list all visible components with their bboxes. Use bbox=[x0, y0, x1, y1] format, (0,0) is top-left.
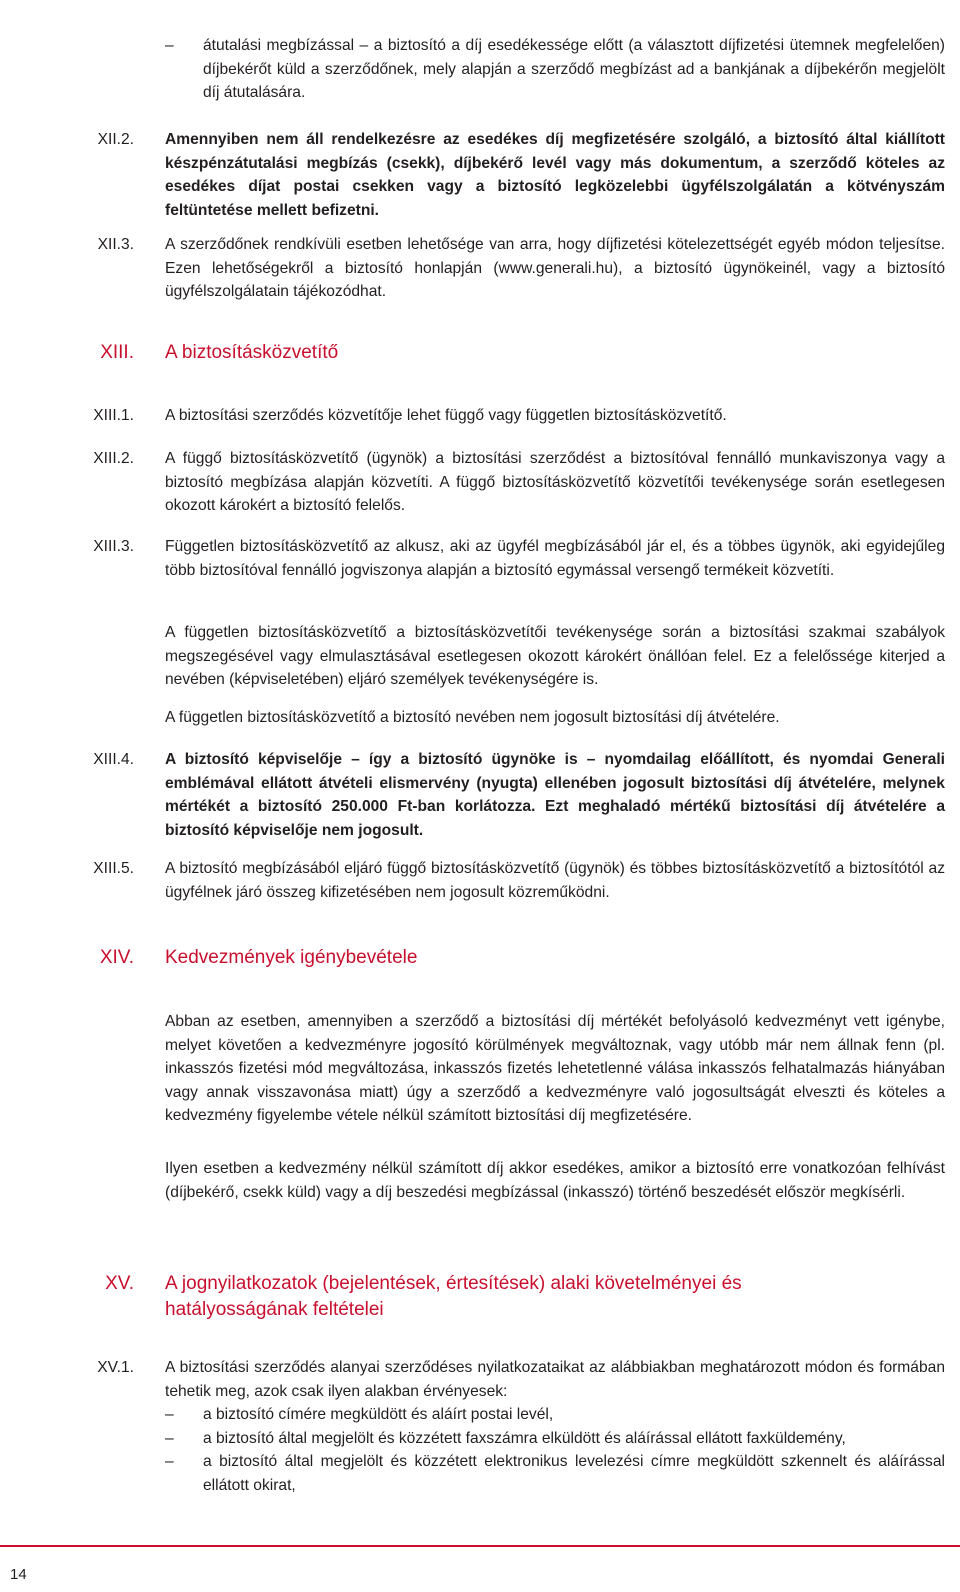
clause-number: XIII.2. bbox=[93, 450, 134, 467]
clause-number: XV.1. bbox=[97, 1359, 134, 1376]
section-title bbox=[165, 1271, 945, 1323]
list-item-text: a biztosító által megjelölt és közzétett elektronikus levelezési címre megküldött szkennelt és aláírással ellátott okirat, bbox=[203, 1453, 945, 1494]
clause-text: A biztosító megbízásából eljáró függő biztosításközvetítő (ügynök) és többes biztosításközvetítő a biztosítótól az ügyfélnek járó összeg kifizetésében nem jogosult közreműködni. bbox=[165, 860, 945, 901]
section-title: Kedvezmények igénybevétele bbox=[165, 947, 418, 968]
list-dash: – bbox=[165, 1406, 174, 1423]
list-item bbox=[165, 34, 945, 105]
list-item bbox=[165, 1427, 945, 1451]
clause-paragraph: A független biztosításközvetítő a biztosításközvetítői tevékenysége során a biztosítási szakmai szabályok megszegésével vagy elmulasztásával esetlegesen okozott károkért önállóan felel. Ez a felelőssége kiterjed a nevében (képviseletében) eljáró személyek tevékenységére is. bbox=[165, 624, 945, 689]
clause-text: A függő biztosításközvetítő (ügynök) a biztosítási szerződést a biztosítóval fennálló munkaviszonya vagy a biztosító megbízása alapján közvetíti. A függő biztosításközvetítő közvetítői tevékenysége során esetlegesen okozott károkért a biztosító felelős. bbox=[165, 450, 945, 515]
clause-text: A szerződőnek rendkívüli esetben lehetősége van arra, hogy díjfizetési kötelezettségét egyéb módon teljesítse. Ezen lehetőségekről a biztosító honlapján (www.generali.hu), a biztosító ügynökeinél, vagy a biztosító ügyfélszolgálatain tájékozódhat. bbox=[165, 236, 945, 301]
list-item bbox=[165, 1450, 945, 1497]
clause-text: A biztosító képviselője – így a biztosító ügynöke is – nyomdailag előállított, és nyomdai Generali emblémával ellátott átvételi elismervény (nyugta) ellenében jogosult biztosítási díj átvételére, melynek mértékét a biztosító 250.000 Ft-ban korlátozza. Ezt meghaladó mértékű biztosítási díj átvételére a biztosító képviselője nem jogosult. bbox=[165, 751, 945, 839]
clause-text: A biztosítási szerződés alanyai szerződéses nyilatkozataikat az alábbiakban meghatározott módon és formában tehetik meg, azok csak ilyen alakban érvényesek: bbox=[165, 1359, 945, 1400]
clause-text: A biztosítási szerződés közvetítője lehet függő vagy független biztosításközvetítő. bbox=[165, 407, 727, 424]
clause-number: XII.2. bbox=[97, 131, 134, 148]
list-item-text: átutalási megbízással – a biztosító a díj esedékessége előtt (a választott díjfizetési ütemnek megfelelően) díjbekérőt küld a szerződőnek, mely alapján a szerződő megbízást ad a bankjának a díjbekérőn megjelölt díj átutalására. bbox=[203, 37, 945, 102]
list-item-text: a biztosító által megjelölt és közzétett faxszámra elküldött és aláírással ellátott faxküldemény, bbox=[203, 1430, 846, 1447]
clause-number: XII.3. bbox=[97, 236, 134, 253]
clause-number: XIII.4. bbox=[93, 751, 134, 768]
section-paragraph: Abban az esetben, amennyiben a szerződő a biztosítási díj mértékét befolyásoló kedvezményt vett igénybe, melyet követően a kedvezményre jogosító körülmények megváltoznak, vagy utóbb már nem állnak fenn (pl. inkasszós fizetési mód megváltozása, inkasszós fizetés lehetetlenné válása inkasszós felhatalmazás hiányában vagy annak visszavonása miatt) úgy a szerződő a kedvezményre való jogosultságát elveszti és köteles a kedvezmény figyelembe vétele nélkül számított biztosítási díj megfizetésére. bbox=[165, 1013, 945, 1125]
clause-paragraph: A független biztosításközvetítő a biztosító nevében nem jogosult biztosítási díj átvételére. bbox=[165, 709, 780, 726]
section-number: XIV. bbox=[99, 947, 134, 968]
clause-number: XIII.1. bbox=[93, 407, 134, 424]
section-title-line: A jognyilatkozatok (bejelentések, értesítések) alaki követelményei és bbox=[165, 1273, 742, 1294]
list-dash: – bbox=[165, 37, 174, 54]
section-number: XIII. bbox=[100, 342, 134, 363]
section-title: A biztosításközvetítő bbox=[165, 342, 339, 363]
clause-number: XIII.3. bbox=[93, 538, 134, 555]
section-title-line: hatályosságának feltételei bbox=[165, 1299, 384, 1320]
clause-number: XIII.5. bbox=[93, 860, 134, 877]
list-dash: – bbox=[165, 1430, 174, 1447]
section-number: XV. bbox=[105, 1273, 134, 1294]
section-paragraph: Ilyen esetben a kedvezmény nélkül számított díj akkor esedékes, amikor a biztosító erre vonatkozóan felhívást (díjbekérő, csekk küld) vagy a díj beszedési megbízással (inkasszó) történő beszedését először megkísérli. bbox=[165, 1160, 945, 1201]
page-number: 14 bbox=[10, 1566, 27, 1583]
clause-paragraph: Független biztosításközvetítő az alkusz, aki az ügyfél megbízásából jár el, és a többes ügynök, aki egyidejűleg több biztosítóval fennálló jogviszonya alapján a biztosító egymással versengő termékeit közvetíti. bbox=[165, 538, 945, 579]
list-item bbox=[165, 1403, 945, 1427]
footer-rule bbox=[0, 1545, 960, 1547]
list-item-text: a biztosító címére megküldött és aláírt postai levél, bbox=[203, 1406, 554, 1423]
list-dash: – bbox=[165, 1453, 174, 1470]
clause-text: Amennyiben nem áll rendelkezésre az esedékes díj megfizetésére szolgáló, a biztosító által kiállított készpénzátutalási megbízás (csekk), díjbekérő levél vagy más dokumentum, a szerződő köteles az esedékes díjat postai csekken vagy a biztosító legközelebbi ügyfélszolgálatán a kötvényszám feltüntetése mellett befizetni. bbox=[165, 131, 945, 219]
